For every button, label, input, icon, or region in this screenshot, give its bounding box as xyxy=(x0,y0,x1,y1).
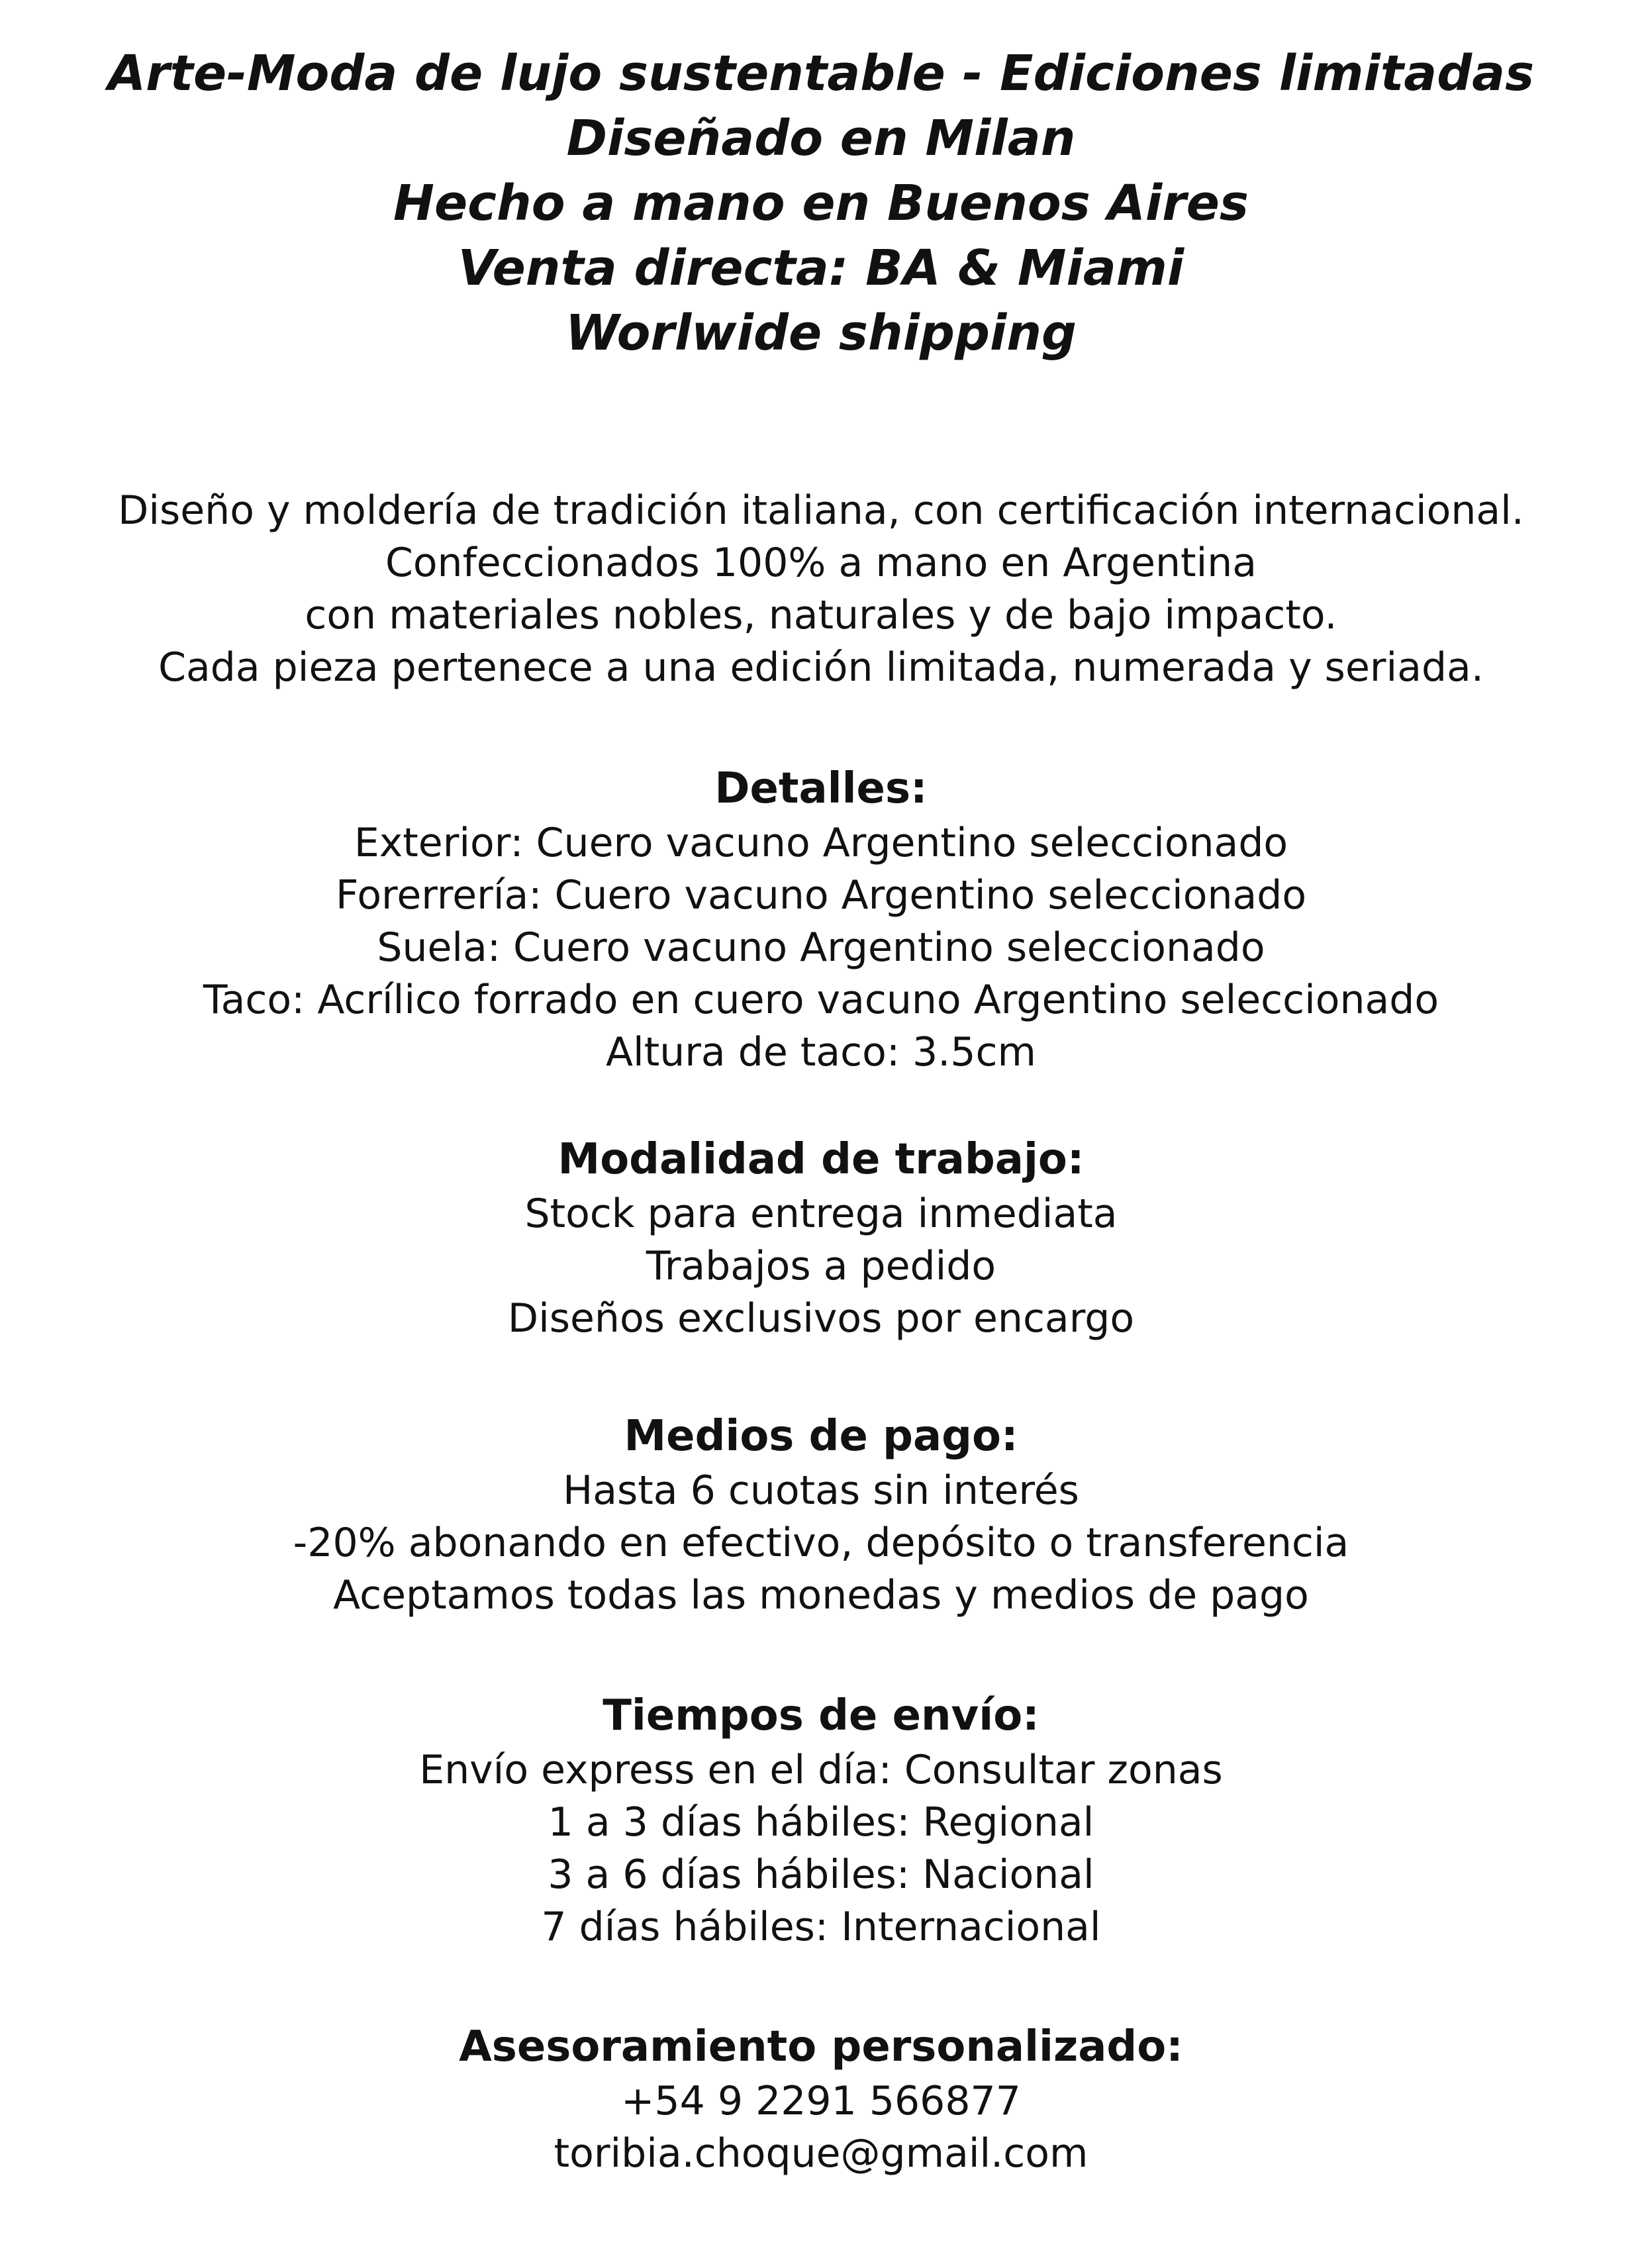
details-line: Altura de taco: 3.5cm xyxy=(606,1029,1036,1075)
details-line: Forerrería: Cuero vacuno Argentino seleccionado xyxy=(335,872,1307,918)
headline-line: Worlwide shipping xyxy=(565,305,1077,362)
details-heading: Detalles: xyxy=(714,764,928,813)
shipping-heading: Tiempos de envío: xyxy=(603,1691,1039,1740)
contact-email: toribia.choque@gmail.com xyxy=(554,2130,1088,2177)
work-mode-line: Diseños exclusivos por encargo xyxy=(507,1295,1135,1342)
shipping-line: 7 días hábiles: Internacional xyxy=(541,1904,1101,1950)
work-mode-heading: Modalidad de trabajo: xyxy=(557,1135,1085,1184)
intro-paragraph xyxy=(0,485,1642,694)
contact-section xyxy=(0,2018,1642,2180)
shipping-line: 1 a 3 días hábiles: Regional xyxy=(548,1799,1094,1846)
shipping-line: Envío express en el día: Consultar zonas xyxy=(419,1747,1223,1793)
payment-line: Hasta 6 cuotas sin interés xyxy=(563,1467,1079,1514)
payment-section xyxy=(0,1408,1642,1622)
headline-line: Diseñado en Milan xyxy=(566,110,1076,167)
contact-heading: Asesoramiento personalizado: xyxy=(459,2022,1183,2071)
payment-line: -20% abonando en efectivo, depósito o transferencia xyxy=(293,1520,1349,1566)
details-line: Taco: Acrílico forrado en cuero vacuno Argentino seleccionado xyxy=(203,977,1439,1023)
work-mode-line: Trabajos a pedido xyxy=(646,1243,996,1289)
headline-block xyxy=(0,41,1642,366)
work-mode-section xyxy=(0,1131,1642,1345)
intro-line: Diseño y moldería de tradición italiana, con certificación internacional. xyxy=(118,487,1524,534)
headline-line: Venta directa: BA & Miami xyxy=(458,240,1184,297)
details-line: Exterior: Cuero vacuno Argentino seleccionado xyxy=(354,820,1288,866)
payment-heading: Medios de pago: xyxy=(624,1412,1018,1461)
headline-line: Arte-Moda de lujo sustentable - Ediciones limitadas xyxy=(107,45,1535,102)
contact-phone: +54 9 2291 566877 xyxy=(621,2078,1021,2124)
details-line: Suela: Cuero vacuno Argentino seleccionado xyxy=(377,924,1265,971)
intro-line: Confeccionados 100% a mano en Argentina xyxy=(385,540,1257,586)
shipping-section xyxy=(0,1687,1642,1953)
shipping-line: 3 a 6 días hábiles: Nacional xyxy=(548,1851,1094,1898)
work-mode-line: Stock para entrega inmediata xyxy=(524,1191,1118,1237)
details-section xyxy=(0,760,1642,1079)
payment-line: Aceptamos todas las monedas y medios de pago xyxy=(333,1572,1309,1618)
headline-line: Hecho a mano en Buenos Aires xyxy=(393,175,1249,232)
intro-line: Cada pieza pertenece a una edición limitada, numerada y seriada. xyxy=(158,644,1484,691)
intro-line: con materiales nobles, naturales y de bajo impacto. xyxy=(305,592,1337,638)
